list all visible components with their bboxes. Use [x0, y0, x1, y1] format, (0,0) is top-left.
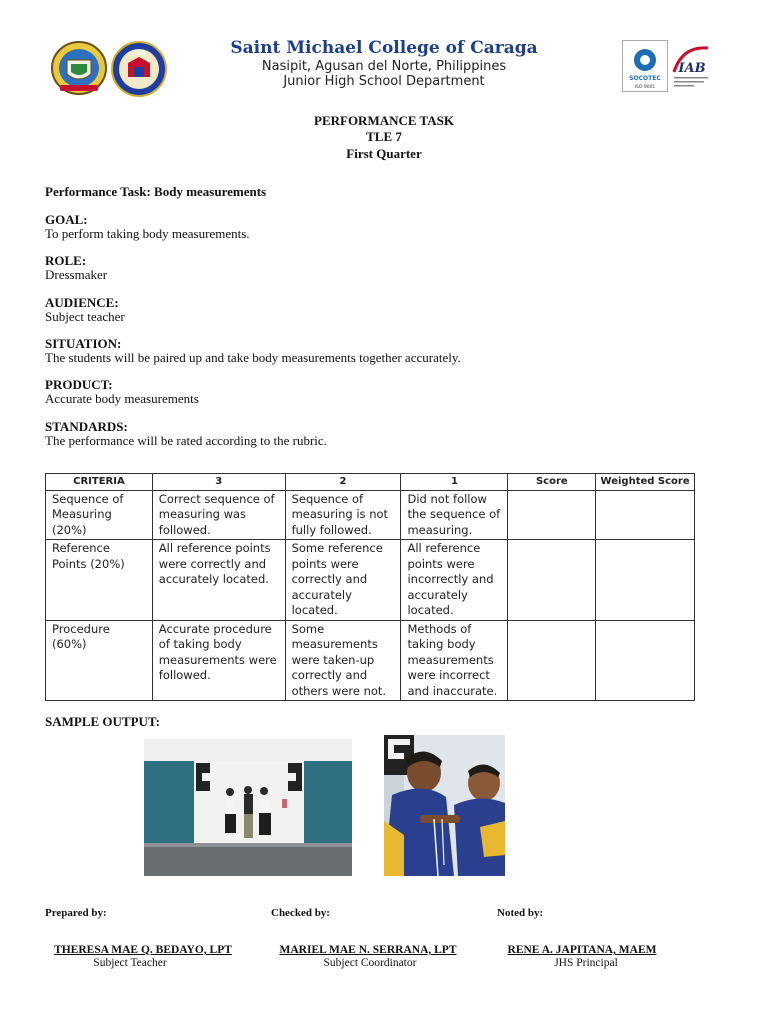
audience-label: AUDIENCE:: [45, 295, 119, 310]
role-label: ROLE:: [45, 253, 87, 268]
criteria-cell: Sequence of Measuring (20%): [46, 490, 153, 540]
school-address: Nasipit, Agusan del Norte, Philippines: [261, 59, 507, 74]
approver-role: JHS Principal: [554, 957, 618, 969]
noted-by-label: Noted by:: [497, 907, 544, 919]
approver-name: RENE A. JAPITANA, MAEM: [507, 944, 657, 956]
header-score-3: 3: [152, 474, 285, 491]
situation-label: SITUATION:: [45, 336, 122, 351]
level-3-cell: Accurate procedure of taking body measurements were followed.: [152, 620, 285, 701]
doc-title: PERFORMANCE TASK: [314, 113, 454, 128]
socotec-iso-logo: [622, 40, 668, 92]
score-cell[interactable]: [508, 620, 596, 701]
header-criteria: CRITERIA: [46, 474, 153, 491]
weighted-score-cell[interactable]: [596, 620, 695, 701]
iab-text: IAB: [678, 61, 706, 76]
sample-photo-measuring: [384, 735, 505, 876]
level-1-cell: Methods of taking body measurements were incorrect and inaccurate.: [401, 620, 508, 701]
product-label: PRODUCT:: [45, 377, 113, 392]
iab-accreditation-logo: [668, 42, 714, 90]
header-score: Score: [508, 474, 596, 491]
audience-text: Subject teacher: [45, 309, 125, 324]
weighted-score-cell[interactable]: [596, 540, 695, 621]
level-3-cell: All reference points were correctly and accurately located.: [152, 540, 285, 621]
checker-name: MARIEL MAE N. SERRANA, LPT: [279, 944, 457, 956]
socotec-text: SOCOTEC: [629, 75, 661, 82]
criteria-cell: Reference Points (20%): [46, 540, 153, 621]
sample-photo-stage: [144, 739, 352, 876]
header-weighted-score: Weighted Score: [596, 474, 695, 491]
score-cell[interactable]: [508, 490, 596, 540]
standards-label: STANDARDS:: [45, 419, 128, 434]
task-heading: Performance Task: Body measurements: [45, 184, 267, 199]
level-1-cell: Did not follow the sequence of measuring.: [401, 490, 508, 540]
header-score-2: 2: [285, 474, 401, 491]
level-3-cell: Correct sequence of measuring was followed.: [152, 490, 285, 540]
level-2-cell: Some reference points were correctly and accurately located.: [285, 540, 401, 621]
preparer-name: THERESA MAE Q. BEDAYO, LPT: [54, 944, 232, 956]
criteria-cell: Procedure (60%): [46, 620, 153, 701]
standards-text: The performance will be rated according to the rubric.: [45, 433, 327, 448]
rubric-header-row: [46, 474, 695, 491]
header-score-1: 1: [401, 474, 508, 491]
weighted-score-cell[interactable]: [596, 490, 695, 540]
prepared-by-label: Prepared by:: [45, 907, 107, 919]
role-text: Dressmaker: [45, 267, 108, 282]
school-name: Saint Michael College of Caraga: [230, 38, 538, 58]
doc-quarter: First Quarter: [346, 146, 422, 161]
score-cell[interactable]: [508, 540, 596, 621]
table-row: [46, 490, 695, 540]
school-department: Junior High School Department: [283, 74, 485, 89]
rubric-table: [45, 473, 695, 701]
product-text: Accurate body measurements: [45, 391, 199, 406]
iso-text: ISO 9001: [634, 85, 656, 90]
checked-by-label: Checked by:: [271, 907, 330, 919]
doc-subject: TLE 7: [366, 129, 402, 144]
situation-text: The students will be paired up and take body measurements together accurately.: [45, 350, 461, 365]
level-2-cell: Sequence of measuring is not fully followed.: [285, 490, 401, 540]
preparer-role: Subject Teacher: [93, 957, 167, 969]
sample-output-label: SAMPLE OUTPUT:: [45, 714, 160, 729]
checker-role: Subject Coordinator: [323, 957, 417, 969]
level-2-cell: Some measurements were taken-up correctly and others were not.: [285, 620, 401, 701]
goal-label: GOAL:: [45, 212, 88, 227]
level-1-cell: All reference points were incorrectly and accurately located.: [401, 540, 508, 621]
table-row: [46, 620, 695, 701]
goal-text: To perform taking body measurements.: [45, 226, 250, 241]
table-row: [46, 540, 695, 621]
jhs-logo-text: JHS: [132, 49, 146, 57]
